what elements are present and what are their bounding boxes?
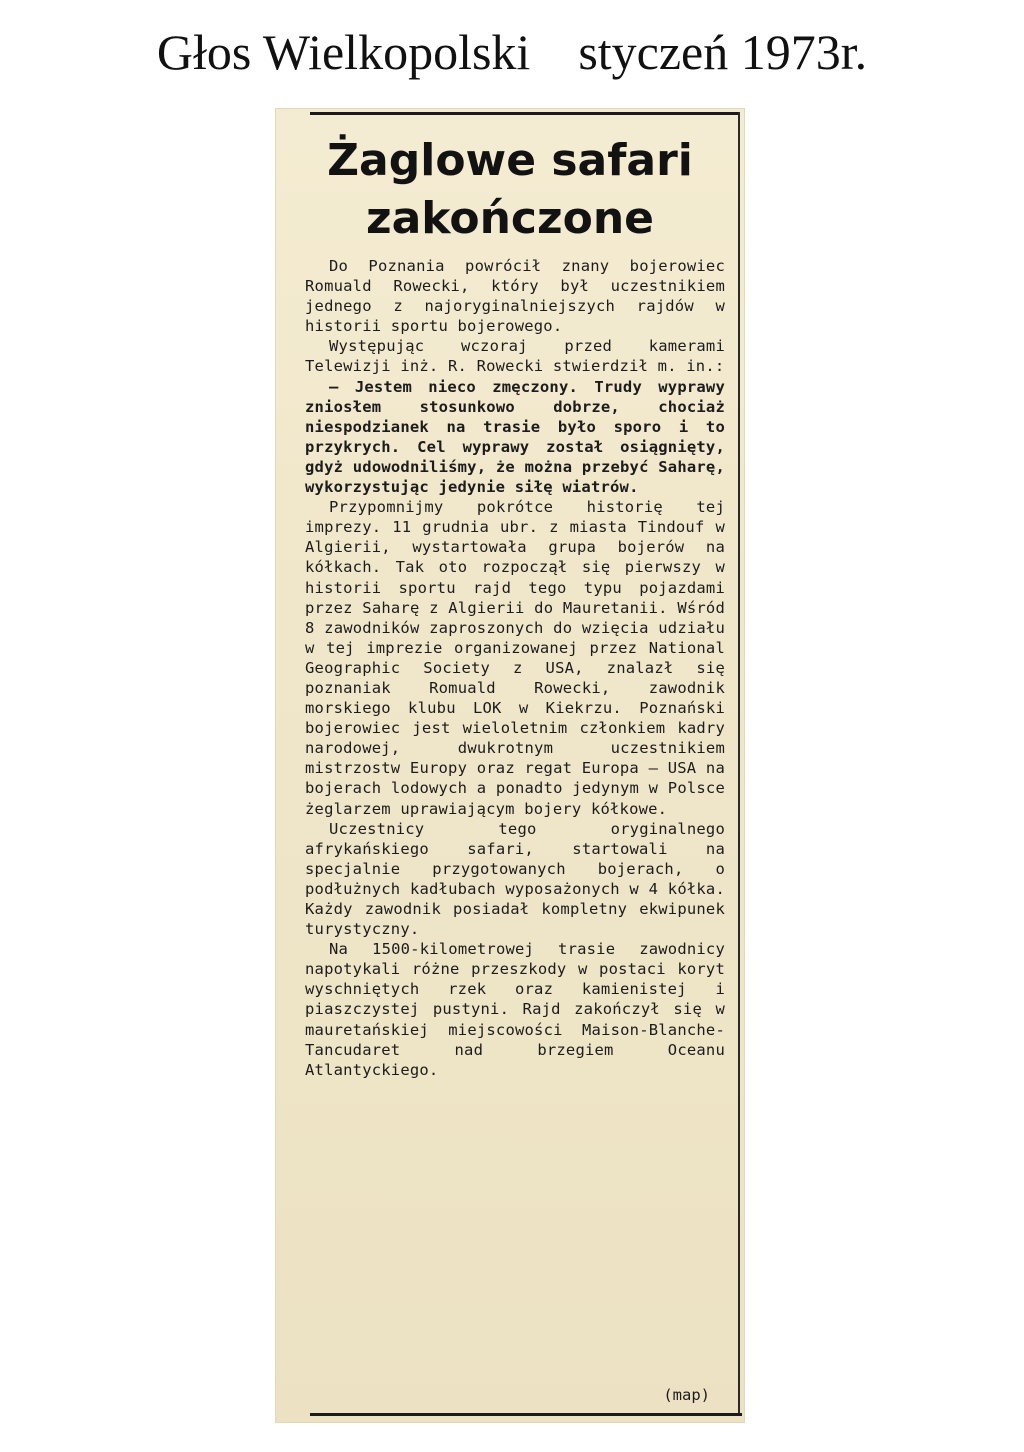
clipping-column-rule — [738, 112, 740, 1415]
clipping-bottom-rule — [310, 1413, 742, 1416]
author-signature: (map) — [663, 1386, 710, 1404]
clipping-caption — [0, 22, 1024, 82]
article-quote: — Jestem nieco zmęczony. Trudy wyprawy zniosłem stosunkowo dobrze, chociaż niespodzianek na trasie było sporo i to przykrych. Cel wyprawy został osiągnięty, gdyż udowodniliśmy, że można przebyć Saharę, wykorzystując jedynie siłę wiatrów. — [305, 377, 725, 497]
article-paragraph: Występując wczoraj przed kamerami Telewizji inż. R. Rowecki stwierdził m. in.: — [305, 337, 725, 376]
article-headline: Żaglowe safari zakończone — [327, 135, 693, 244]
clipping-top-rule — [310, 112, 740, 115]
publication-date: styczeń 1973r. — [578, 24, 868, 80]
article-paragraph: Do Poznania powrócił znany bojerowiec Romuald Rowecki, który był uczestnikiem jednego z najoryginalniejszych rajdów w historii sportu bojerowego. — [305, 257, 725, 336]
publication-name: Głos Wielkopolski — [156, 24, 531, 80]
article-paragraph: Przypomnijmy pokrótce historię tej imprezy. 11 grudnia ubr. z miasta Tindouf w Algierii, wystartowała grupa bojerów na kółkach. Tak oto rozpoczął się pierwszy w historii sportu rajd tego typu pojazdami przez Saharę z Algierii do Mauretanii. Wśród 8 zawodników zaproszonych do wzięcia udziału w tej imprezie organizowanej przez National Geographic Society z USA, znalazł się poznaniak Romuald Rowecki, zawodnik morskiego klubu LOK w Kiekrzu. Poznański bojerowiec jest wieloletnim członkiem kadry narodowej, dwukrotnym uczestnikiem mistrzostw Europy oraz regat Europa — USA na bojerach lodowych a ponadto jedynym w Polsce żeglarzem uprawiającym bojery kółkowe. — [305, 498, 725, 818]
article-paragraph: Uczestnicy tego oryginalnego afrykańskiego safari, startowali na specjalnie przygotowanych bojerach, o podłużnych kadłubach wyposażonych w 4 kółka. Każdy zawodnik posiadał kompletny ekwipunek turystyczny. — [305, 819, 725, 939]
article-paragraph: Na 1500-kilometrowej trasie zawodnicy napotykali różne przeszkody w postaci koryt wyschniętych rzek oraz kamienistej i piaszczystej pustyni. Rajd zakończył się w mauretańskiej miejscowości Maison-Blanche-Tancudaret nad brzegiem Oceanu Atlantyckiego. — [305, 940, 725, 1079]
article-body — [305, 256, 725, 1080]
